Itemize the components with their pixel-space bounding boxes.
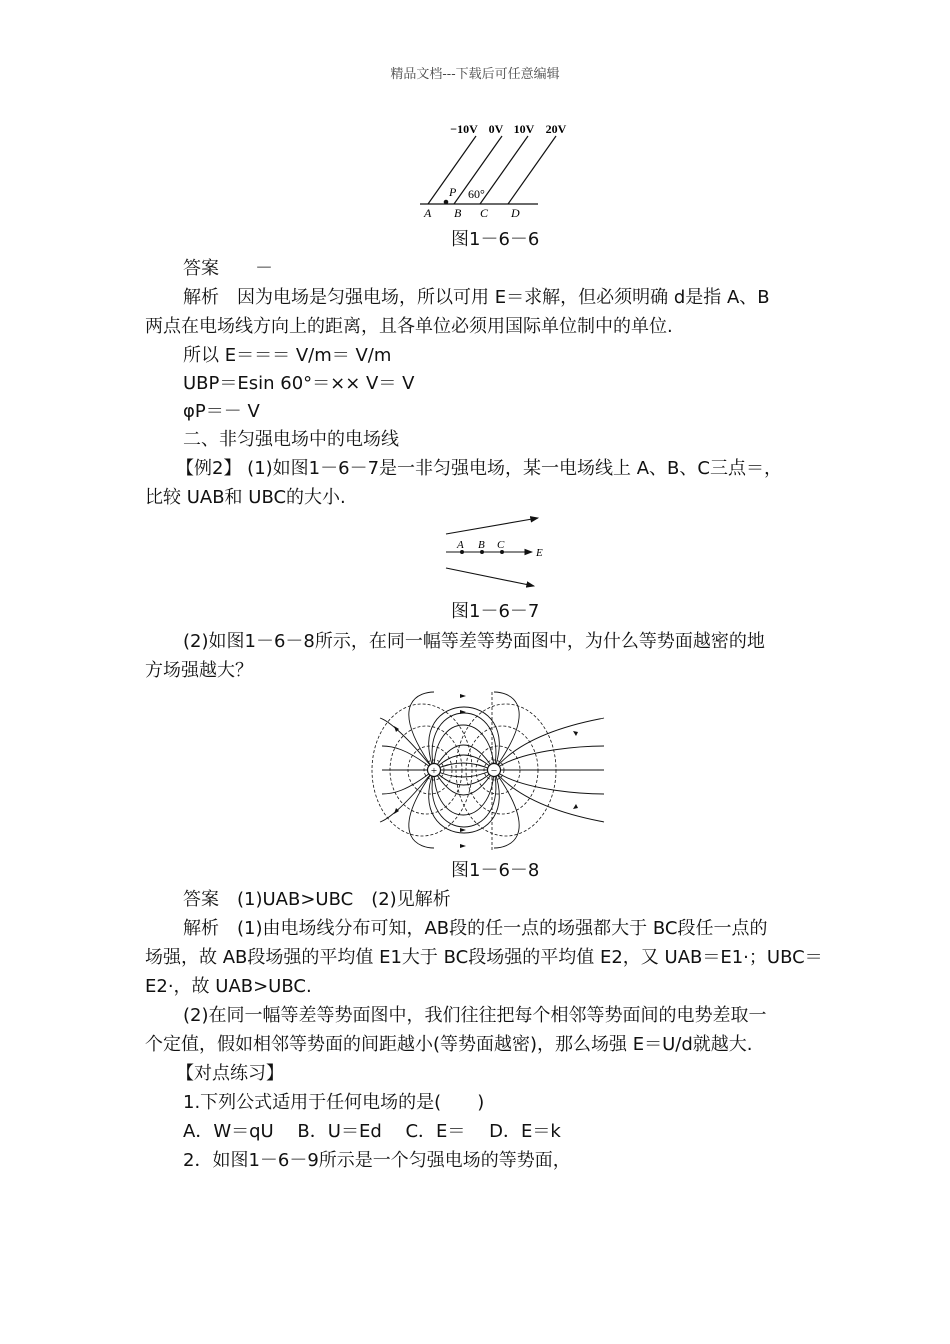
point-label: C [480,206,489,220]
figure-1-6-6 [410,118,567,220]
answer-line: 答案 (1)UAB>UBC (2)见解析 [183,889,451,910]
answer-line: 答案 － [183,258,273,279]
point-label: B [454,206,462,220]
text-line: 场强，故 AB段场强的平均值 E1大于 BC段场强的平均值 E2，又 UAB＝E1·；UBC＝ [145,947,823,968]
example-line: 【例2】 (1)如图1－6－7是一非匀强电场，某一电场线上 A、B、C三点＝， [176,458,782,479]
text-line: 比较 UAB和 UBC的大小. [145,487,346,508]
point-label: B [478,539,485,551]
section-heading: 【对点练习】 [176,1063,284,1084]
question-line: (2)如图1－6－8所示，在同一幅等差等势面图中，为什么等势面越密的地 [183,631,765,652]
text-line: 个定值，假如相邻等势面的间距越小(等势面越密)，那么场强 E＝U/d就越大. [145,1034,753,1055]
potential-label: 10V [513,122,535,136]
potential-label: −10V [450,122,478,136]
text-line: (2)在同一幅等差等势面图中，我们往往把每个相邻等势面间的电势差取一 [183,1005,767,1026]
formula-line: φP＝－ V [183,401,260,422]
analysis-line: 解析 因为电场是匀强电场，所以可用 E＝求解，但必须明确 d是指 A、B [183,287,770,308]
section-heading: 二、非匀强电场中的电场线 [183,429,399,450]
positive-charge-sign: + [430,765,438,777]
figure-1-6-7 [440,510,550,592]
figure-1-6-8 [382,690,604,852]
page-header: 精品文档---下载后可任意编辑 [390,67,560,82]
question-line: 2．如图1－6－9所示是一个匀强电场的等势面， [183,1150,571,1171]
text-line: E2·，故 UAB>UBC. [145,976,312,997]
text-line: 方场强越大？ [145,660,253,681]
figure-caption: 图1－6－7 [451,601,540,622]
angle-label: 60° [468,187,485,201]
figure-caption: 图1－6－6 [451,229,540,250]
point-label: C [497,539,505,551]
point-label: A [424,206,432,220]
analysis-line: 解析 (1)由电场线分布可知，AB段的任一点的场强都大于 BC段任一点的 [183,918,768,939]
field-label: E [536,547,543,559]
potential-label: 20V [545,122,567,136]
figure-caption: 图1－6－8 [451,860,540,881]
text-line: 两点在电场线方向上的距离，且各单位必须用国际单位制中的单位. [145,316,673,337]
point-label: A [457,539,464,551]
point-label: P [449,185,457,199]
options-line: A．W＝qU B．U＝Ed C．E＝ D．E＝k [183,1121,561,1142]
potential-label: 0V [488,122,504,136]
point-label: D [511,206,520,220]
formula-line: 所以 E＝＝＝ V/m＝ V/m [183,345,392,366]
question-line: 1.下列公式适用于任何电场的是( ) [183,1092,485,1113]
formula-line: UBP＝Esin 60°＝×× V＝ V [183,373,415,394]
negative-charge-sign: − [490,765,498,777]
